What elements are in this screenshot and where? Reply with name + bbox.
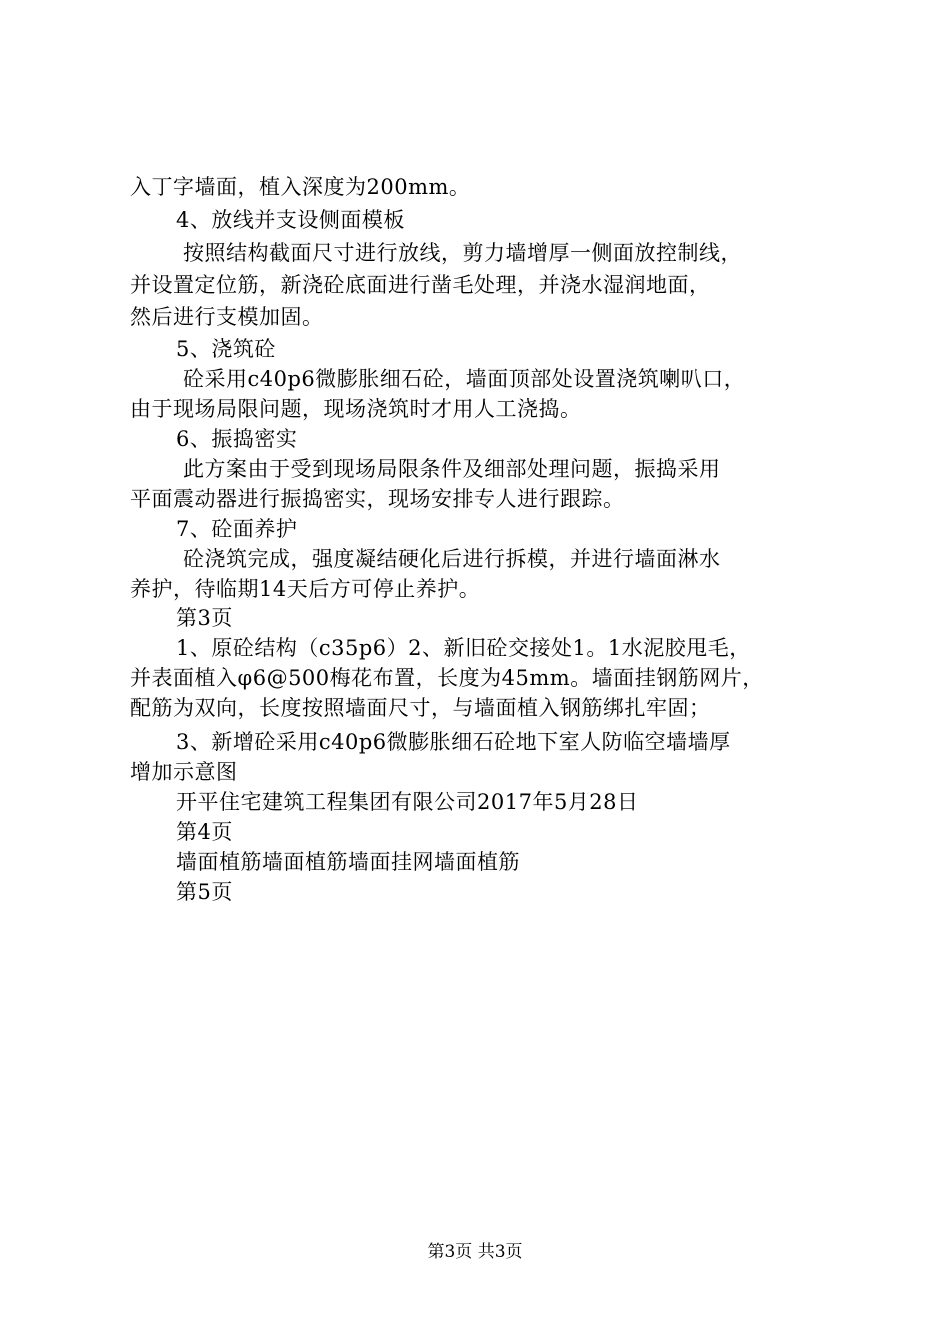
- page-footer: 第3页 共3页: [427, 1242, 523, 1262]
- text-line-13: 砼浇筑完成，强度凝结硬化后进行拆模，并进行墙面淋水: [183, 547, 721, 571]
- section-heading-6: 6、振捣密实: [176, 427, 298, 451]
- text-line-19: 3、新增砼采用c40p6微膨胀细石砼地下室人防临空墙墙厚: [176, 730, 731, 754]
- text-line-1: 入丁字墙面，植入深度为200mm。: [130, 175, 471, 199]
- text-line-17: 并表面植入φ6@500梅花布置，长度为45mm。墙面挂钢筋网片，: [130, 666, 764, 690]
- section-heading-7: 7、砼面养护: [176, 517, 298, 541]
- text-line-23: 墙面植筋墙面植筋墙面挂网墙面植筋: [176, 850, 520, 874]
- company-date-line: 开平住宅建筑工程集团有限公司2017年5月28日: [176, 790, 639, 814]
- section-heading-4: 4、放线并支设侧面模板: [176, 208, 405, 232]
- section-heading-5: 5、浇筑砼: [176, 337, 276, 361]
- text-line-8: 由于现场局限问题，现场浇筑时才用人工浇捣。: [130, 397, 582, 421]
- text-line-11: 平面震动器进行振捣密实，现场安排专人进行跟踪。: [130, 487, 625, 511]
- page-marker-4: 第4页: [176, 820, 233, 844]
- page-marker-5: 第5页: [176, 880, 233, 904]
- page-marker-3: 第3页: [176, 606, 233, 630]
- text-line-3: 按照结构截面尺寸进行放线，剪力墙增厚一侧面放控制线，: [183, 241, 742, 265]
- text-line-16: 1、原砼结构（c35p6）2、新旧砼交接处1。1水泥胶甩毛，: [176, 636, 751, 660]
- text-line-20: 增加示意图: [130, 760, 238, 784]
- text-line-7: 砼采用c40p6微膨胀细石砼，墙面顶部处设置浇筑喇叭口，: [183, 367, 746, 391]
- text-line-4: 并设置定位筋，新浇砼底面进行凿毛处理，并浇水湿润地面，: [130, 273, 711, 297]
- text-line-18: 配筋为双向，长度按照墙面尺寸，与墙面植入钢筋绑扎牢固；: [130, 696, 711, 720]
- text-line-10: 此方案由于受到现场局限条件及细部处理问题，振捣采用: [183, 457, 721, 481]
- text-line-5: 然后进行支模加固。: [130, 305, 324, 329]
- text-line-14: 养护，待临期14天后方可停止养护。: [130, 577, 481, 601]
